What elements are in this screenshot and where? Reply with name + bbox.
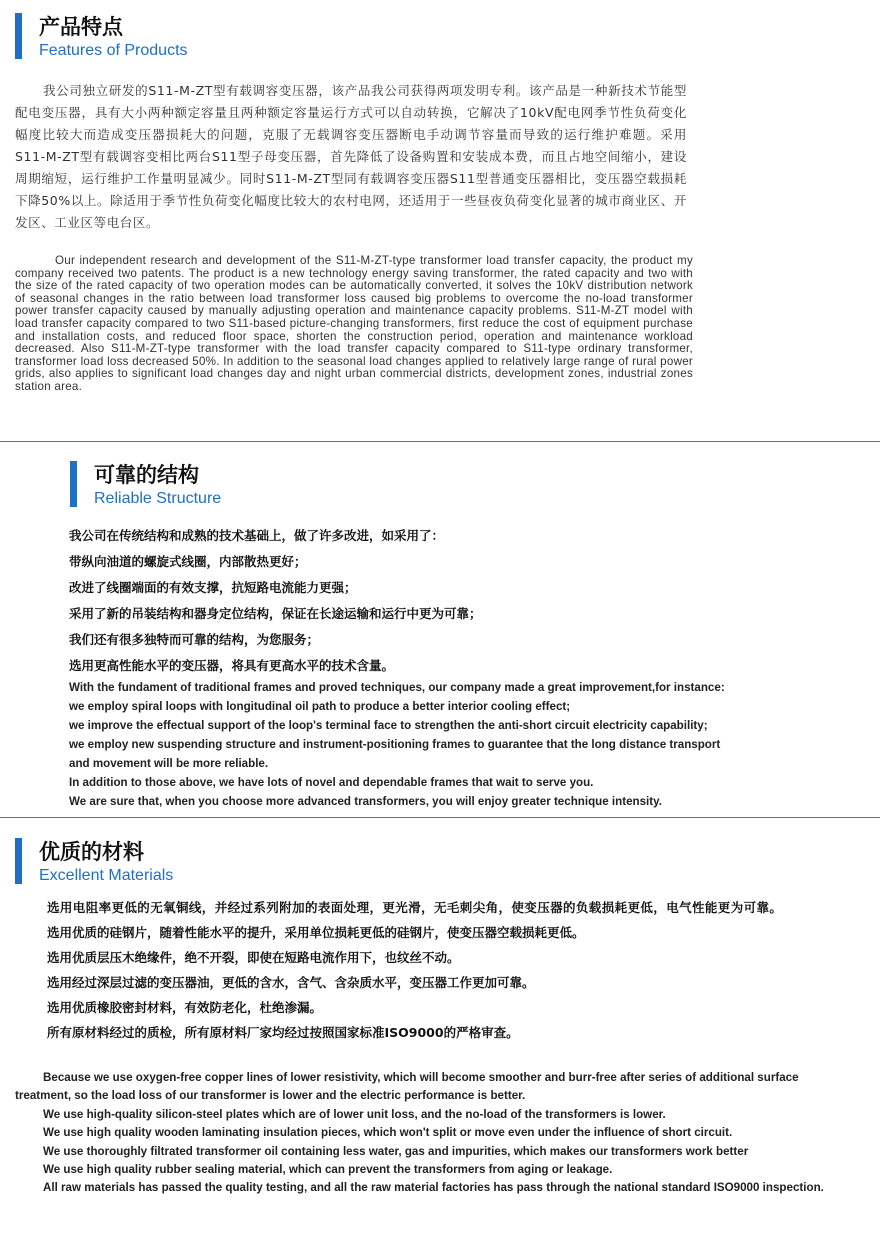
- materials-paragraph-en: Because we use oxygen-free copper lines of lower resistivity, which will become smoother and burr-free after series of additional surface treatment, so the load loss of our transformer is lower and the electric performance is better.: [15, 1071, 799, 1103]
- structure-line-zh: 我们还有很多独特而可靠的结构，为您服务；: [69, 632, 320, 647]
- materials-line-zh: 选用优质层压木绝缘件，绝不开裂，即使在短路电流作用下，也纹丝不动。: [47, 950, 460, 965]
- structure-line-zh: 采用了新的吊装结构和器身定位结构，保证在长途运输和运行中更为可靠；: [69, 606, 482, 621]
- materials-line-en: We use thoroughly filtrated transformer oil containing less water, gas and impurities, which makes our transformers work better: [43, 1144, 749, 1158]
- materials-line-zh: 选用优质的硅钢片，随着性能水平的提升，采用单位损耗更低的硅钢片，使变压器空载损耗更低。: [47, 925, 585, 940]
- structure-line-en: we improve the effectual support of the loop's terminal face to strengthen the anti-short circuit electricity capability;: [69, 719, 708, 732]
- structure-list-zh: [69, 523, 829, 679]
- materials-line-en: We use high quality rubber sealing material, which can prevent the transformers from aging or leakage.: [43, 1163, 613, 1177]
- materials-header: [15, 836, 315, 888]
- structure-line-en: In addition to those above, we have lots of novel and dependable frames that wait to serve you.: [69, 776, 594, 789]
- materials-line-zh: 选用经过深层过滤的变压器油，更低的含水，含气、含杂质水平，变压器工作更加可靠。: [47, 975, 535, 990]
- structure-line-zh: 带纵向油道的螺旋式线圈，内部散热更好；: [69, 554, 307, 569]
- features-paragraph-zh: 我公司独立研发的S11-M-ZT型有载调容变压器，该产品我公司获得两项发明专利。该产品是一种新技术节能型配电变压器，具有大小两种额定容量且两种额定容量运行方式可以自动转换，它解决了10kV配电网季节性负荷变化幅度比较大而造成变压器损耗大的问题，克服了无载调容变压器断电手动调节容量而导致的运行维护难题。采用S11-M-ZT型有载调容变相比两台S11型子母变压器，首先降低了设备购置和安装成本费，而且占地空间缩小，建设周期缩短，运行维护工作量明显减少。同时S11-M-ZT型同有载调容变压器S11型普通变压器相比，变压器空载损耗下降50%以上。除适用于季节性负荷变化幅度比较大的农村电网，还适用于一些昼夜负荷变化显著的城市商业区、开发区、工业区等电台区。: [15, 83, 687, 230]
- structure-line-en: we employ new suspending structure and instrument-positioning frames to guarantee that the long distance transport: [69, 738, 721, 751]
- structure-accent-bar: [70, 461, 77, 507]
- structure-header: [70, 459, 370, 511]
- materials-title-zh: 优质的材料: [39, 840, 144, 864]
- materials-title-en: Excellent Materials: [39, 867, 174, 884]
- features-title-en: Features of Products: [39, 42, 188, 59]
- features-body-en: [15, 255, 693, 394]
- materials-paragraph-en: All raw materials has passed the quality testing, and all the raw material factories has pass through the national standard ISO9000 inspection.: [43, 1181, 824, 1195]
- features-body-zh: [15, 80, 687, 234]
- structure-line-en: With the fundament of traditional frames and proved techniques, our company made a great improvement,for instance:: [69, 681, 725, 694]
- structure-title-zh: 可靠的结构: [94, 463, 199, 487]
- section-divider-1: [0, 441, 880, 442]
- materials-line-zh: 选用优质橡胶密封材料，有效防老化，杜绝渗漏。: [47, 1000, 323, 1015]
- materials-paragraph-zh: 选用电阻率更低的无氧铜线，并经过系列附加的表面处理，更光滑，无毛刺尖角，使变压器的负载损耗更低，电气性能更为可靠。: [47, 900, 783, 915]
- section-divider-2: [0, 817, 880, 818]
- features-paragraph-en: Our independent research and development of the S11-M-ZT-type transformer load transfer capacity, the product my company received two patents. The product is a new technology energy saving transformer, the rated capacity and two with the size of the rated capacity of two operation modes can be automatically converted, it solves the 10kV distribution network of seasonal changes in the ratio between load transformer loss caused big problems to overcome the no-load transformer power transfer capacity caused by manually adjusting operation and maintenance capacity problems. S11-M-ZT model with load transfer capacity compared to two S11-based picture-changing transformers, first reduce the cost of equipment purchase and installation costs, and reduced floor space, shorten the construction period, operation and maintenance workload decreased. Also S11-M-ZT-type transformer with the load transfer capacity compared to S11-type ordinary transformer, transformer load loss decreased 50%. In addition to the seasonal load changes applied to relatively large range of rural power grids, also applies to significant load changes day and night urban commercial districts, development zones, industrial zones station area.: [15, 254, 693, 393]
- materials-line-en: We use high quality wooden laminating insulation pieces, which won't split or move even under the influence of short circuit.: [43, 1126, 733, 1140]
- structure-line-en: and movement will be more reliable.: [69, 757, 269, 770]
- features-accent-bar: [15, 13, 22, 59]
- structure-line-zh: 改进了线圈端面的有效支撑，抗短路电流能力更强；: [69, 580, 357, 595]
- materials-line-en: We use high-quality silicon-steel plates which are of lower unit loss, and the no-load of the transformers is lower.: [43, 1107, 666, 1121]
- materials-accent-bar: [15, 838, 22, 884]
- structure-line-en: We are sure that, when you choose more advanced transformers, you will enjoy greater technique intensity.: [69, 795, 662, 808]
- structure-line-zh: 我公司在传统结构和成熟的技术基础上，做了许多改进，如采用了：: [69, 528, 445, 543]
- materials-body-en: [15, 1069, 845, 1198]
- materials-line-zh: 所有原材料经过的质检，所有原材料厂家均经过按照国家标准ISO9000的严格审查。: [47, 1025, 519, 1040]
- features-header: [15, 11, 315, 63]
- structure-list-en: [69, 678, 839, 811]
- structure-line-zh: 选用更高性能水平的变压器，将具有更高水平的技术含量。: [69, 658, 395, 673]
- materials-list-zh: [15, 896, 835, 1045]
- structure-title-en: Reliable Structure: [94, 490, 222, 507]
- structure-line-en: we employ spiral loops with longitudinal oil path to produce a better interior cooling effect;: [69, 700, 571, 713]
- features-title-zh: 产品特点: [39, 15, 123, 39]
